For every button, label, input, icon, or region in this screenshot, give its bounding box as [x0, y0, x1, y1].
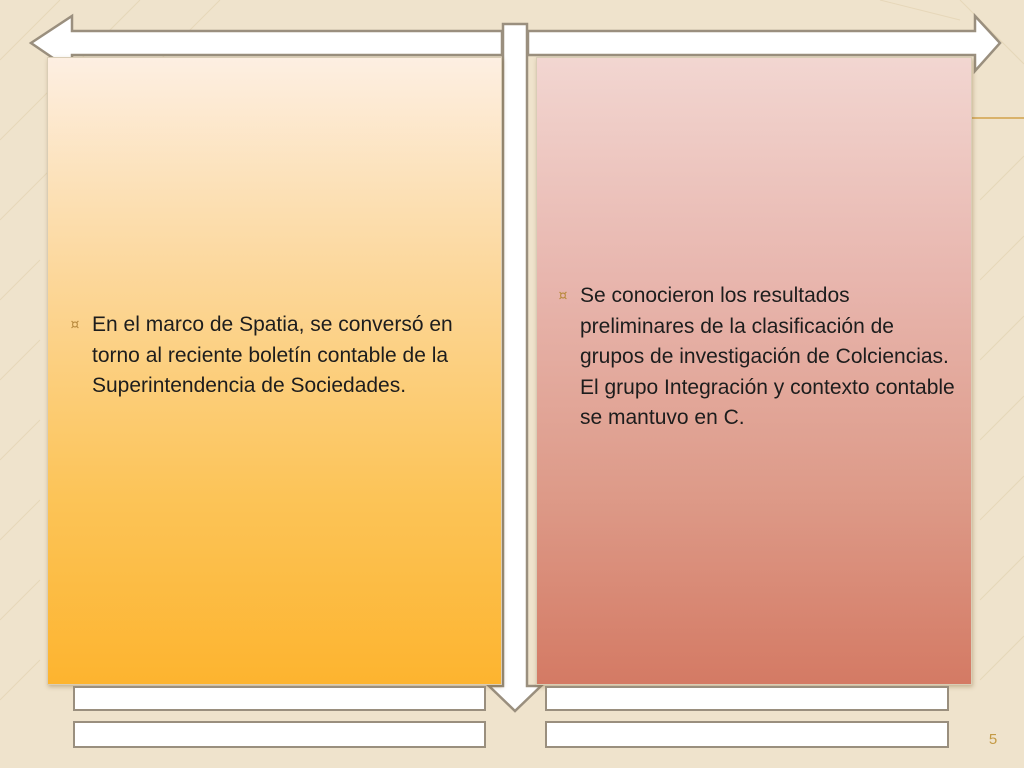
right-bottom-bar-upper — [545, 686, 949, 711]
page-number: 5 — [988, 731, 998, 748]
right-bottom-bar-lower — [545, 721, 949, 748]
left-bottom-bar-lower — [73, 721, 486, 748]
left-bullet-item — [58, 310, 490, 402]
right-bullet-item — [546, 281, 962, 434]
left-bottom-bar-upper — [73, 686, 486, 711]
bullet-icon: ¤ — [558, 288, 568, 304]
left-bullet-text: En el marco de Spatia, se conversó en torno al reciente boletín contable de la Superintendencia de Sociedades. — [92, 313, 453, 397]
right-bullet-text: Se conocieron los resultados preliminares de la clasificación de grupos de investigación de Colciencias. El grupo Integración y contexto contable se mantuvo en C. — [580, 284, 955, 429]
bullet-icon: ¤ — [70, 317, 80, 333]
